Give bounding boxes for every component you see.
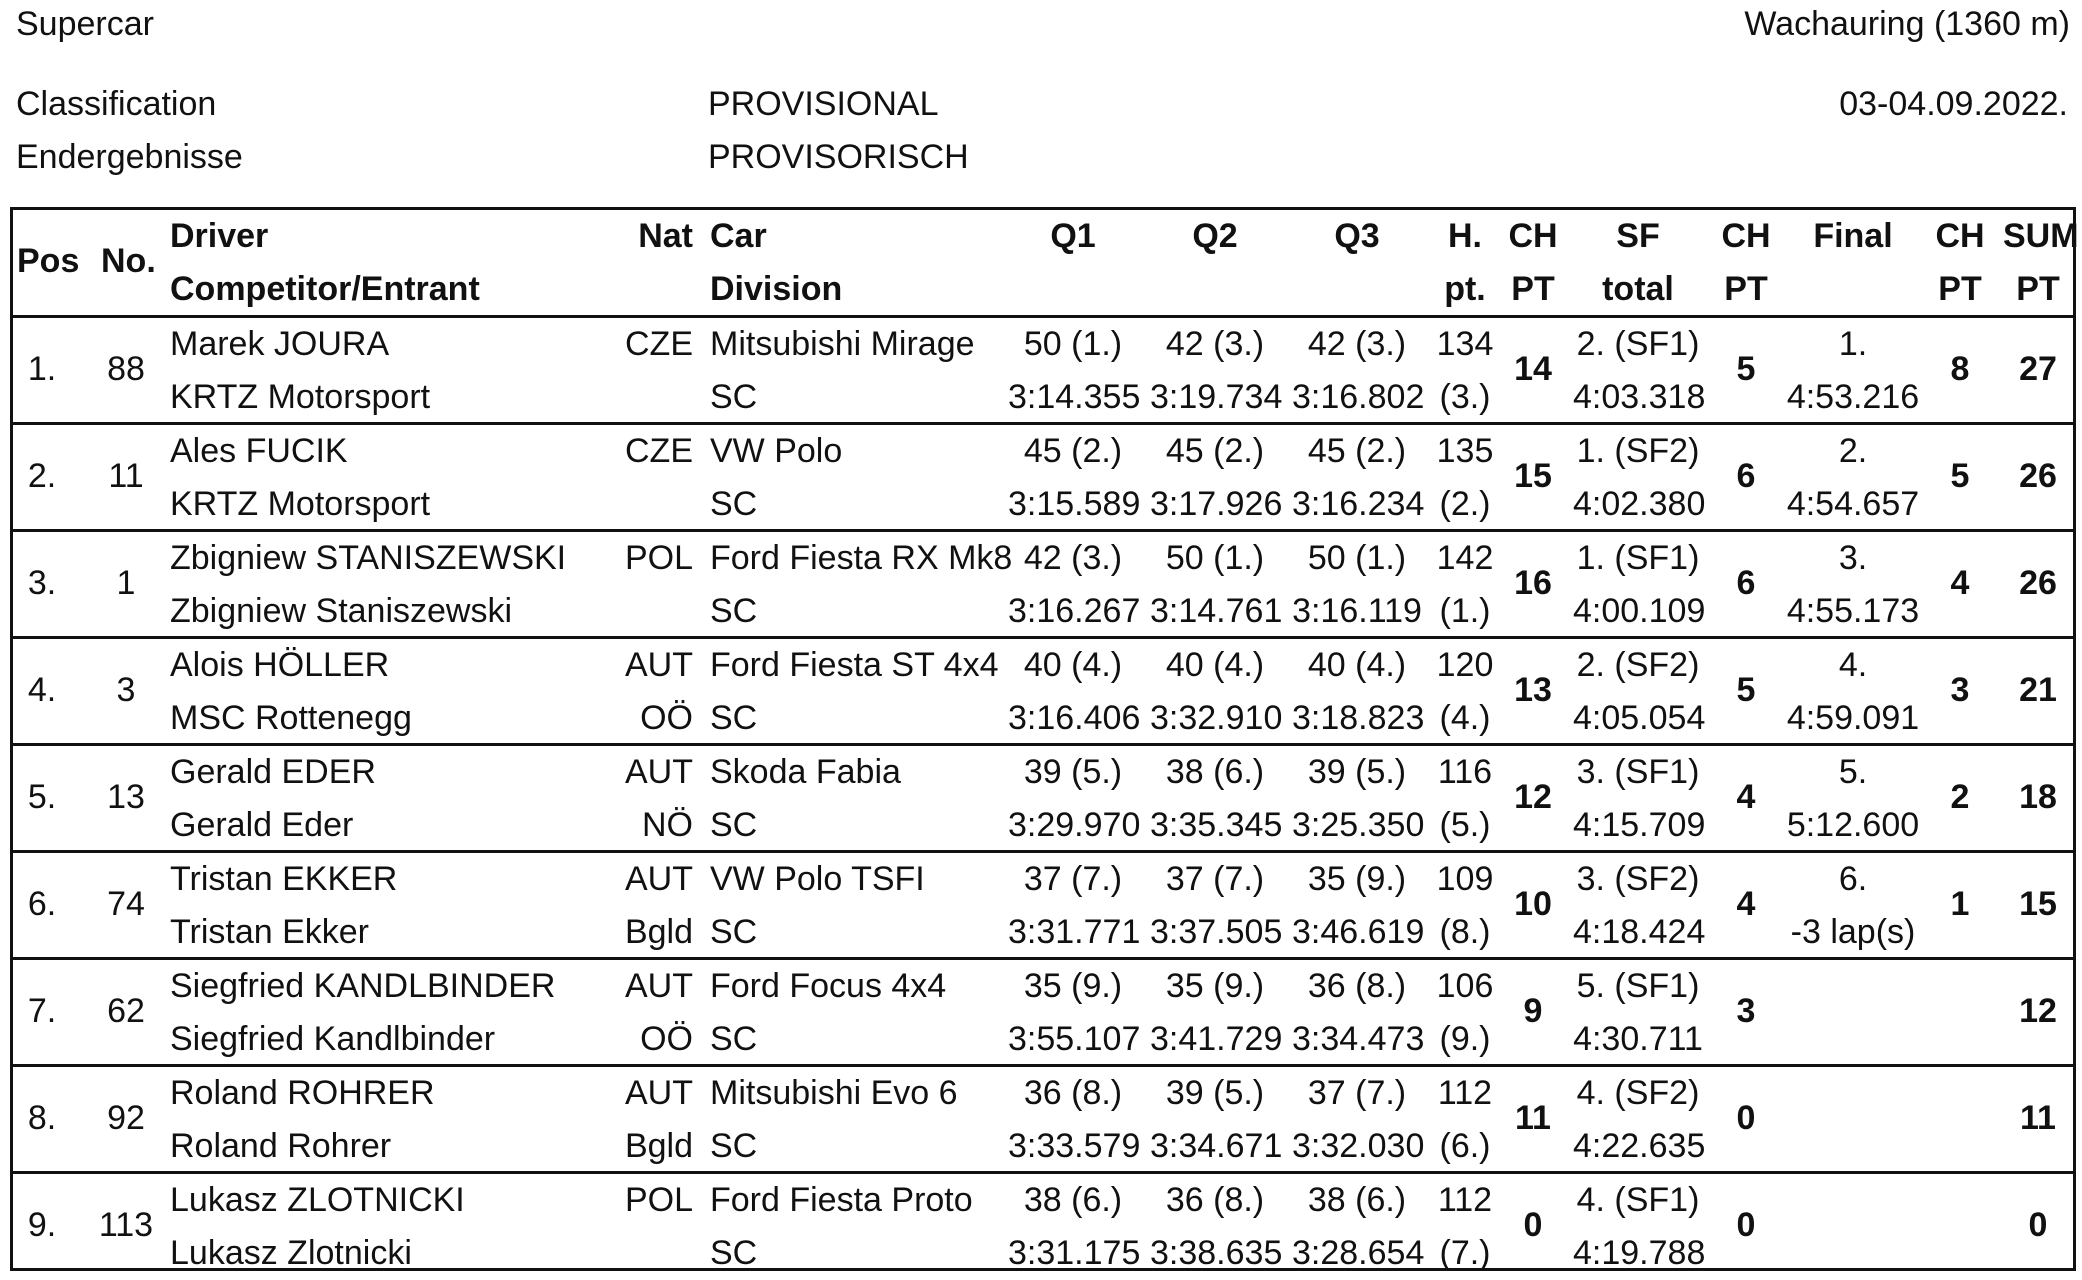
car-model-cell: Mitsubishi Evo 6: [710, 1074, 958, 1112]
semifinal-result-cell: 4. (SF2): [1576, 1074, 1700, 1112]
driver-name-cell: Siegfried KANDLBINDER: [170, 967, 556, 1005]
q1-time-cell: 3:55.107: [1008, 1020, 1141, 1058]
col-header-no: No.: [101, 242, 156, 280]
col-header-final: Final: [1813, 217, 1893, 255]
classification-label-en: Classification: [16, 85, 217, 123]
q3-time-cell: 3:32.030: [1292, 1127, 1425, 1165]
division-cell: SC: [710, 485, 758, 523]
car-model-cell: Ford Focus 4x4: [710, 967, 947, 1005]
nationality-cell: CZE: [625, 432, 693, 470]
competitor-cell: KRTZ Motorsport: [170, 485, 431, 523]
nationality-cell: AUT: [625, 967, 693, 1005]
heat-rank-cell: (4.): [1439, 699, 1491, 737]
semifinal-time-cell: 4:02.380: [1573, 485, 1706, 523]
division-cell: SC: [710, 1020, 758, 1058]
col-header-semifinal: SF: [1616, 217, 1660, 255]
competitor-cell: Gerald Eder: [170, 806, 354, 844]
nationality-cell: AUT: [625, 1074, 693, 1112]
ch-qualifying-points-cell: 11: [1515, 1099, 1551, 1137]
semifinal-result-cell: 5. (SF1): [1576, 967, 1700, 1005]
nationality-cell: CZE: [625, 325, 693, 363]
sum-points-cell: 0: [2028, 1206, 2048, 1244]
q3-points-cell: 37 (7.): [1307, 1074, 1407, 1112]
q3-time-cell: 3:16.119: [1292, 592, 1422, 630]
position-cell: 1.: [27, 350, 57, 388]
car-model-cell: Ford Fiesta Proto: [710, 1181, 973, 1219]
table-header-row: [13, 210, 2079, 318]
col-header-heat-points: H.: [1448, 217, 1482, 255]
q3-points-cell: 35 (9.): [1307, 860, 1407, 898]
position-cell: 9.: [27, 1206, 57, 1244]
license-region-cell: NÖ: [642, 806, 693, 844]
ch-semifinal-points-cell: 0: [1736, 1099, 1756, 1137]
ch-final-points-cell: 4: [1950, 564, 1970, 602]
nationality-cell: POL: [624, 539, 693, 577]
final-result-cell: 4.: [1838, 646, 1868, 684]
q1-time-cell: 3:31.771: [1008, 913, 1141, 951]
position-cell: 7.: [27, 992, 57, 1030]
q3-points-cell: 45 (2.): [1307, 432, 1407, 470]
results-table: [10, 207, 2079, 1272]
col-header-q1: Q1: [1050, 217, 1096, 255]
q2-points-cell: 50 (1.): [1165, 539, 1265, 577]
col-header-car: Car: [710, 217, 767, 255]
q3-time-cell: 3:46.619: [1292, 913, 1425, 951]
ch-semifinal-points-cell: 5: [1736, 350, 1756, 388]
ch-final-points-cell: 2: [1950, 778, 1970, 816]
heat-rank-cell: (8.): [1439, 913, 1491, 951]
table-row: [13, 1174, 2073, 1280]
q2-time-cell: 3:38.635: [1150, 1234, 1283, 1272]
sum-points-cell: 26: [2019, 457, 2057, 495]
competitor-cell: Roland Rohrer: [170, 1127, 392, 1165]
col-header-semifinal-total: total: [1602, 270, 1674, 308]
driver-name-cell: Tristan EKKER: [170, 860, 398, 898]
semifinal-result-cell: 1. (SF1): [1576, 539, 1700, 577]
ch-final-points-cell: 1: [1950, 885, 1970, 923]
col-header-sum-pt: PT: [2016, 270, 2060, 308]
heat-points-cell: 134: [1436, 325, 1494, 363]
col-header-driver: Driver: [170, 217, 269, 255]
nationality-cell: AUT: [625, 753, 693, 791]
ch-qualifying-points-cell: 13: [1514, 671, 1552, 709]
heat-rank-cell: (7.): [1439, 1234, 1491, 1272]
semifinal-time-cell: 4:05.054: [1573, 699, 1706, 737]
position-cell: 4.: [27, 671, 57, 709]
q1-time-cell: 3:31.175: [1008, 1234, 1141, 1272]
table-row: [13, 853, 2073, 960]
final-time-cell: 4:54.657: [1786, 485, 1920, 523]
nationality-cell: POL: [624, 1181, 693, 1219]
driver-name-cell: Gerald EDER: [170, 753, 376, 791]
nationality-cell: AUT: [625, 860, 693, 898]
event-date: 03-04.09.2022.: [1839, 85, 2068, 123]
col-header-ch-qualifying: CH: [1508, 217, 1558, 255]
q2-time-cell: 3:19.734: [1150, 378, 1283, 416]
q3-points-cell: 36 (8.): [1307, 967, 1407, 1005]
heat-rank-cell: (1.): [1439, 592, 1491, 630]
ch-semifinal-points-cell: 6: [1736, 457, 1756, 495]
position-cell: 6.: [27, 885, 57, 923]
ch-semifinal-points-cell: 4: [1736, 885, 1756, 923]
col-header-sum: SUM: [2003, 217, 2079, 255]
q3-points-cell: 40 (4.): [1307, 646, 1407, 684]
division-cell: SC: [710, 592, 758, 630]
q1-time-cell: 3:16.267: [1008, 592, 1141, 630]
car-model-cell: VW Polo: [710, 432, 843, 470]
table-row: [13, 960, 2073, 1067]
semifinal-result-cell: 1. (SF2): [1576, 432, 1700, 470]
col-header-ch-final-pt: PT: [1938, 270, 1982, 308]
division-cell: SC: [710, 1234, 758, 1272]
ch-semifinal-points-cell: 4: [1736, 778, 1756, 816]
ch-qualifying-points-cell: 10: [1514, 885, 1552, 923]
q1-points-cell: 40 (4.): [1023, 646, 1123, 684]
heat-points-cell: 142: [1436, 539, 1494, 577]
ch-qualifying-points-cell: 0: [1523, 1206, 1543, 1244]
q2-time-cell: 3:41.729: [1150, 1020, 1283, 1058]
position-cell: 2.: [27, 457, 57, 495]
series-title: Supercar: [16, 5, 154, 43]
competitor-cell: Lukasz Zlotnicki: [170, 1234, 412, 1272]
q1-points-cell: 37 (7.): [1023, 860, 1123, 898]
q2-time-cell: 3:37.505: [1150, 913, 1283, 951]
competitor-cell: MSC Rottenegg: [170, 699, 412, 737]
heat-points-cell: 112: [1437, 1074, 1493, 1112]
ch-final-points-cell: 3: [1950, 671, 1970, 709]
car-model-cell: Ford Fiesta RX Mk8: [710, 539, 1013, 577]
q3-time-cell: 3:16.802: [1292, 378, 1425, 416]
car-number-cell: 113: [98, 1206, 154, 1244]
q1-points-cell: 35 (9.): [1023, 967, 1123, 1005]
semifinal-time-cell: 4:00.109: [1573, 592, 1706, 630]
track-name: Wachauring (1360 m): [1744, 5, 2070, 43]
semifinal-result-cell: 3. (SF1): [1576, 753, 1700, 791]
q2-points-cell: 42 (3.): [1165, 325, 1265, 363]
position-cell: 8.: [27, 1099, 57, 1137]
final-result-cell: 6.: [1838, 860, 1868, 898]
car-number-cell: 13: [107, 778, 145, 816]
q3-points-cell: 39 (5.): [1307, 753, 1407, 791]
col-header-q3: Q3: [1334, 217, 1380, 255]
competitor-cell: Tristan Ekker: [170, 913, 370, 951]
q2-points-cell: 40 (4.): [1165, 646, 1265, 684]
q1-time-cell: 3:29.970: [1008, 806, 1141, 844]
heat-rank-cell: (2.): [1439, 485, 1491, 523]
heat-rank-cell: (5.): [1439, 806, 1491, 844]
car-number-cell: 1: [116, 564, 136, 602]
ch-qualifying-points-cell: 9: [1523, 992, 1543, 1030]
col-header-ch-semifinal-pt: PT: [1724, 270, 1768, 308]
q3-points-cell: 42 (3.): [1307, 325, 1407, 363]
driver-name-cell: Ales FUCIK: [170, 432, 348, 470]
table-row: [13, 746, 2073, 853]
car-number-cell: 88: [107, 350, 145, 388]
car-model-cell: Mitsubishi Mirage: [710, 325, 975, 363]
final-result-cell: 1.: [1838, 325, 1868, 363]
ch-qualifying-points-cell: 16: [1514, 564, 1552, 602]
driver-name-cell: Zbigniew STANISZEWSKI: [170, 539, 567, 577]
col-header-ch-semifinal: CH: [1721, 217, 1771, 255]
q1-time-cell: 3:14.355: [1008, 378, 1141, 416]
ch-semifinal-points-cell: 6: [1736, 564, 1756, 602]
col-header-competitor: Competitor/Entrant: [170, 270, 480, 308]
ch-semifinal-points-cell: 0: [1736, 1206, 1756, 1244]
q3-time-cell: 3:18.823: [1292, 699, 1425, 737]
car-number-cell: 74: [107, 885, 145, 923]
heat-points-cell: 112: [1437, 1181, 1493, 1219]
license-region-cell: OÖ: [640, 1020, 693, 1058]
heat-rank-cell: (6.): [1439, 1127, 1491, 1165]
q1-points-cell: 36 (8.): [1023, 1074, 1123, 1112]
col-header-ch-final: CH: [1935, 217, 1985, 255]
sum-points-cell: 21: [2019, 671, 2057, 709]
q2-time-cell: 3:35.345: [1150, 806, 1283, 844]
q2-time-cell: 3:32.910: [1150, 699, 1283, 737]
col-header-q2: Q2: [1192, 217, 1238, 255]
car-model-cell: Ford Fiesta ST 4x4: [710, 646, 999, 684]
table-row: [13, 639, 2073, 746]
ch-final-points-cell: 8: [1950, 350, 1970, 388]
sum-points-cell: 15: [2019, 885, 2057, 923]
nationality-cell: AUT: [625, 646, 693, 684]
final-result-cell: 2.: [1838, 432, 1868, 470]
table-row: [13, 1067, 2073, 1174]
position-cell: 5.: [27, 778, 57, 816]
competitor-cell: KRTZ Motorsport: [170, 378, 431, 416]
competitor-cell: Siegfried Kandlbinder: [170, 1020, 496, 1058]
final-result-cell: 5.: [1838, 753, 1868, 791]
semifinal-result-cell: 3. (SF2): [1576, 860, 1700, 898]
division-cell: SC: [710, 378, 758, 416]
q2-points-cell: 35 (9.): [1165, 967, 1265, 1005]
final-time-cell: -3 lap(s): [1790, 913, 1916, 951]
col-header-ch-qualifying-pt: PT: [1511, 270, 1555, 308]
sum-points-cell: 26: [2019, 564, 2057, 602]
division-cell: SC: [710, 806, 758, 844]
sum-points-cell: 18: [2019, 778, 2057, 816]
driver-name-cell: Marek JOURA: [170, 325, 390, 363]
driver-name-cell: Roland ROHRER: [170, 1074, 435, 1112]
table-row: [13, 532, 2073, 639]
q3-points-cell: 38 (6.): [1307, 1181, 1407, 1219]
q1-points-cell: 45 (2.): [1023, 432, 1123, 470]
col-header-division: Division: [710, 270, 843, 308]
col-header-heat-points-unit: pt.: [1444, 270, 1486, 308]
q2-points-cell: 37 (7.): [1165, 860, 1265, 898]
table-row: [13, 425, 2073, 532]
q2-points-cell: 36 (8.): [1165, 1181, 1265, 1219]
q3-time-cell: 3:34.473: [1292, 1020, 1425, 1058]
semifinal-result-cell: 2. (SF2): [1576, 646, 1700, 684]
semifinal-time-cell: 4:15.709: [1573, 806, 1706, 844]
col-header-nat: Nat: [638, 217, 693, 255]
car-number-cell: 3: [116, 671, 136, 709]
car-number-cell: 62: [107, 992, 145, 1030]
q1-time-cell: 3:15.589: [1008, 485, 1141, 523]
final-time-cell: 4:59.091: [1786, 699, 1920, 737]
q2-points-cell: 38 (6.): [1165, 753, 1265, 791]
car-number-cell: 11: [108, 457, 144, 495]
license-region-cell: Bgld: [624, 1127, 693, 1165]
status-label-de: PROVISORISCH: [708, 138, 969, 176]
driver-name-cell: Alois HÖLLER: [170, 646, 390, 684]
semifinal-result-cell: 2. (SF1): [1576, 325, 1700, 363]
competitor-cell: Zbigniew Staniszewski: [170, 592, 513, 630]
q3-time-cell: 3:16.234: [1292, 485, 1425, 523]
semifinal-time-cell: 4:22.635: [1573, 1127, 1706, 1165]
license-region-cell: Bgld: [624, 913, 693, 951]
semifinal-time-cell: 4:19.788: [1573, 1234, 1706, 1272]
division-cell: SC: [710, 913, 758, 951]
sum-points-cell: 12: [2019, 992, 2057, 1030]
q3-time-cell: 3:25.350: [1292, 806, 1425, 844]
q1-points-cell: 42 (3.): [1023, 539, 1123, 577]
heat-points-cell: 106: [1436, 967, 1494, 1005]
q1-points-cell: 39 (5.): [1023, 753, 1123, 791]
q1-points-cell: 50 (1.): [1023, 325, 1123, 363]
ch-semifinal-points-cell: 3: [1736, 992, 1756, 1030]
q1-time-cell: 3:33.579: [1008, 1127, 1141, 1165]
q3-points-cell: 50 (1.): [1307, 539, 1407, 577]
ch-final-points-cell: 5: [1950, 457, 1970, 495]
semifinal-result-cell: 4. (SF1): [1576, 1181, 1700, 1219]
classification-label-de: Endergebnisse: [16, 138, 243, 176]
col-header-pos: Pos: [17, 242, 80, 280]
final-time-cell: 4:55.173: [1786, 592, 1920, 630]
final-time-cell: 5:12.600: [1786, 806, 1920, 844]
heat-rank-cell: (3.): [1439, 378, 1491, 416]
q2-time-cell: 3:17.926: [1150, 485, 1283, 523]
q2-time-cell: 3:34.671: [1150, 1127, 1283, 1165]
ch-qualifying-points-cell: 15: [1514, 457, 1552, 495]
heat-points-cell: 135: [1436, 432, 1494, 470]
q2-points-cell: 39 (5.): [1165, 1074, 1265, 1112]
heat-points-cell: 120: [1436, 646, 1494, 684]
q1-points-cell: 38 (6.): [1023, 1181, 1123, 1219]
division-cell: SC: [710, 699, 758, 737]
sum-points-cell: 27: [2019, 350, 2057, 388]
q1-time-cell: 3:16.406: [1008, 699, 1141, 737]
heat-points-cell: 116: [1437, 753, 1493, 791]
division-cell: SC: [710, 1127, 758, 1165]
car-model-cell: VW Polo TSFI: [710, 860, 925, 898]
q2-points-cell: 45 (2.): [1165, 432, 1265, 470]
sum-points-cell: 11: [2020, 1099, 2056, 1137]
heat-points-cell: 109: [1436, 860, 1494, 898]
ch-qualifying-points-cell: 14: [1514, 350, 1552, 388]
q2-time-cell: 3:14.761: [1150, 592, 1283, 630]
license-region-cell: OÖ: [640, 699, 693, 737]
car-model-cell: Skoda Fabia: [710, 753, 901, 791]
semifinal-time-cell: 4:30.711: [1573, 1020, 1703, 1058]
heat-rank-cell: (9.): [1439, 1020, 1491, 1058]
status-label-en: PROVISIONAL: [708, 85, 939, 123]
final-time-cell: 4:53.216: [1786, 378, 1920, 416]
semifinal-time-cell: 4:18.424: [1573, 913, 1706, 951]
q3-time-cell: 3:28.654: [1292, 1234, 1425, 1272]
ch-semifinal-points-cell: 5: [1736, 671, 1756, 709]
car-number-cell: 92: [107, 1099, 145, 1137]
driver-name-cell: Lukasz ZLOTNICKI: [170, 1181, 465, 1219]
position-cell: 3.: [27, 564, 57, 602]
table-row: [13, 318, 2073, 425]
semifinal-time-cell: 4:03.318: [1573, 378, 1706, 416]
ch-qualifying-points-cell: 12: [1514, 778, 1552, 816]
final-result-cell: 3.: [1838, 539, 1868, 577]
